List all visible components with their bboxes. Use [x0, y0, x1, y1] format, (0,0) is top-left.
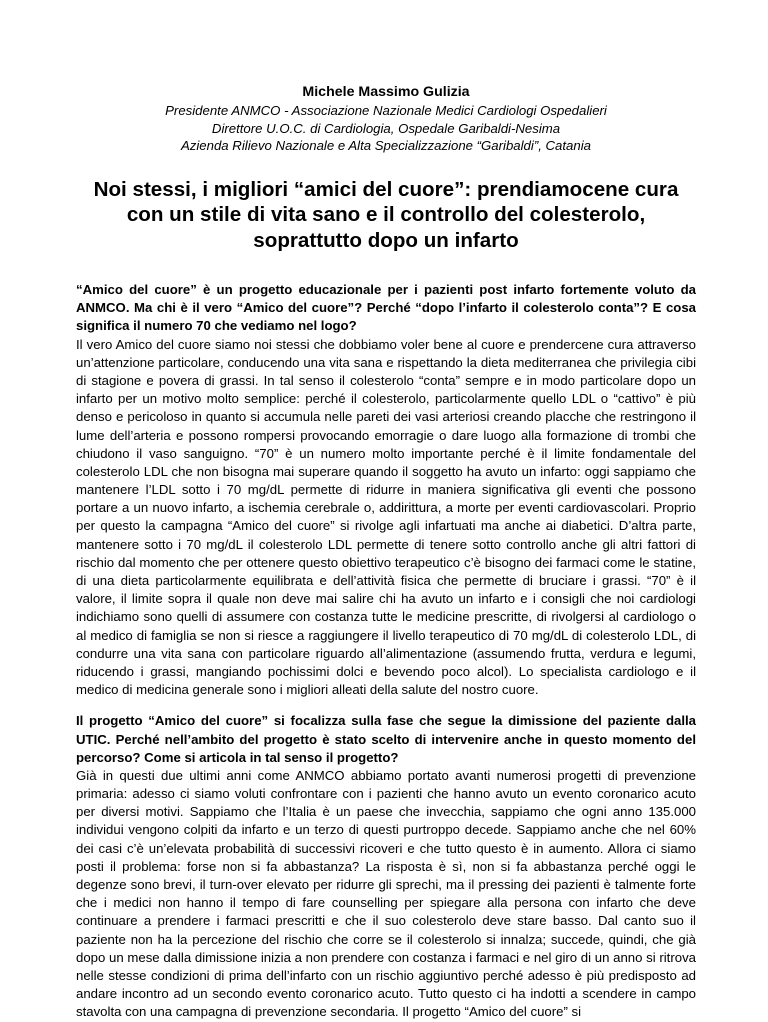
affiliation-line: Azienda Rilievo Nazionale e Alta Specializzazione “Garibaldi”, Catania — [180, 138, 591, 153]
affiliation-line: Direttore U.O.C. di Cardiologia, Ospedale Garibaldi-Nesima — [211, 120, 561, 136]
interview-section — [76, 712, 696, 1021]
interview-section — [76, 281, 696, 699]
document-header — [76, 83, 696, 155]
affiliation-line: Presidente ANMCO - Associazione Nazionale Medici Cardiologi Ospedalieri — [165, 103, 607, 118]
interview-answer: Già in questi due ultimi anni come ANMCO abbiamo portato avanti numerosi progetti di prevenzione primaria: adesso ci siamo voluti confrontare con i pazienti che hanno avuto un evento coronarico acuto per diversi motivi. Sappiamo che l’Italia è un paese che invecchia, sappiamo che ogni anno 135.000 individui vengono colpiti da infarto e un terzo di questi purtroppo decede. Sappiamo anche che nel 60% dei casi c’è un’elevata probabilità di successivi ricoveri e che tutto questo è in aumento. Allora ci siamo posti il problema: forse non si fa abbastanza? La risposta è sì, non si fa abbastanza perché oggi le degenze sono brevi, il turn-over elevato per ridurre gli sprechi, ma il pressing dei pazienti è talmente forte che i medici non hanno il tempo di fare counselling per spiegare alla persona con infarto che deve continuare a prendere i farmaci prescritti e che il suo colesterolo deve stare basso. Dal canto suo il paziente non ha la percezione del rischio che corre se il colesterolo si innalza; succede, quindi, che già dopo un mese dalla dimissione inizia a non prendere con costanza i farmaci e nel giro di un anno si ritrova nelle stesse condizioni di prima dell’infarto con un rischio aggiuntivo perché adesso è più predisposto ad andare incontro ad un secondo evento coronarico acuto. Tutto questo ci ha indotti a scendere in campo stavolta con una campagna di prevenzione secondaria. Il progetto “Amico del cuore” si — [76, 767, 696, 1020]
author-name: Michele Massimo Gulizia — [302, 84, 470, 100]
interview-question: “Amico del cuore” è un progetto educazionale per i pazienti post infarto fortemente voluto da ANMCO. Ma chi è il vero “Amico del cuore”? Perché “dopo l’infarto il colesterolo conta”? E cosa significa il numero 70 che vediamo nel logo? — [76, 282, 696, 334]
interview-question: Il progetto “Amico del cuore” si focalizza sulla fase che segue la dimissione del paziente dalla UTIC. Perché nell’ambito del progetto è stato scelto di intervenire anche in questo momento del percorso? Come si articola in tal senso il progetto? — [76, 713, 696, 765]
interview-answer: Il vero Amico del cuore siamo noi stessi che dobbiamo voler bene al cuore e prendercene cura attraverso un’attenzione particolare, conducendo una vita sana e rispettando la dieta mediterranea che privilegia cibi di stagione e povera di grassi. In tal senso il colesterolo “conta” sempre e in modo particolare dopo un infarto per un motivo molto semplice: perché il colesterolo, particolarmente quello LDL o “cattivo” è più denso e pericoloso in quanto si accumula nelle pareti dei vasi arteriosi creando placche che restringono il lume dell’arteria e possono rompersi provocando emorragie o dare luogo alla formazione di trombi che chiudono il vaso sanguigno. “70” è un numero molto importante perché è il limite fondamentale del colesterolo LDL che non bisogna mai superare quando il soggetto ha avuto un infarto: oggi sappiamo che mantenere l’LDL sotto i 70 mg/dL permette di ridurre in maniera significativa gli eventi che possono portare a un nuovo infarto, a ischemia cerebrale o, addirittura, a morte per eventi cardiovascolari. Proprio per questo la campagna “Amico del cuore” si rivolge agli infartuati ma anche ai diabetici. D’altra parte, mantenere sotto i 70 mg/dL il colesterolo LDL permette di tenere sotto controllo anche gli altri fattori di rischio dal momento che per ottenere questo obiettivo terapeutico c’è bisogno dei farmaci come le statine, di una dieta particolarmente equilibrata e dell’attività fisica che permette di bruciare i grassi. “70” è il valore, il limite sopra il quale non deve mai salire chi ha avuto un infarto e i consigli che noi cardiologi indichiamo sono quelli di assumere con costanza tutte le medicine prescritte, di rivolgersi al cardiologo o al medico di famiglia se non si riesce a raggiungere il livello terapeutico di 70 mg/dL di colesterolo LDL, di condurre una vita sana con particolare riguardo all’alimentazione (assumendo frutta, verdura e legumi, riducendo i grassi, mangiando pochissimi dolci e bevendo poco alcol). Lo specialista cardiologo e il medico di medicina generale sono i migliori alleati della salute del nostro cuore. — [76, 336, 696, 698]
article-title: Noi stessi, i migliori “amici del cuore”: prendiamocene cura con un stile di vita sano e il controllo del colesterolo, soprattutto dopo un infarto — [93, 177, 679, 252]
